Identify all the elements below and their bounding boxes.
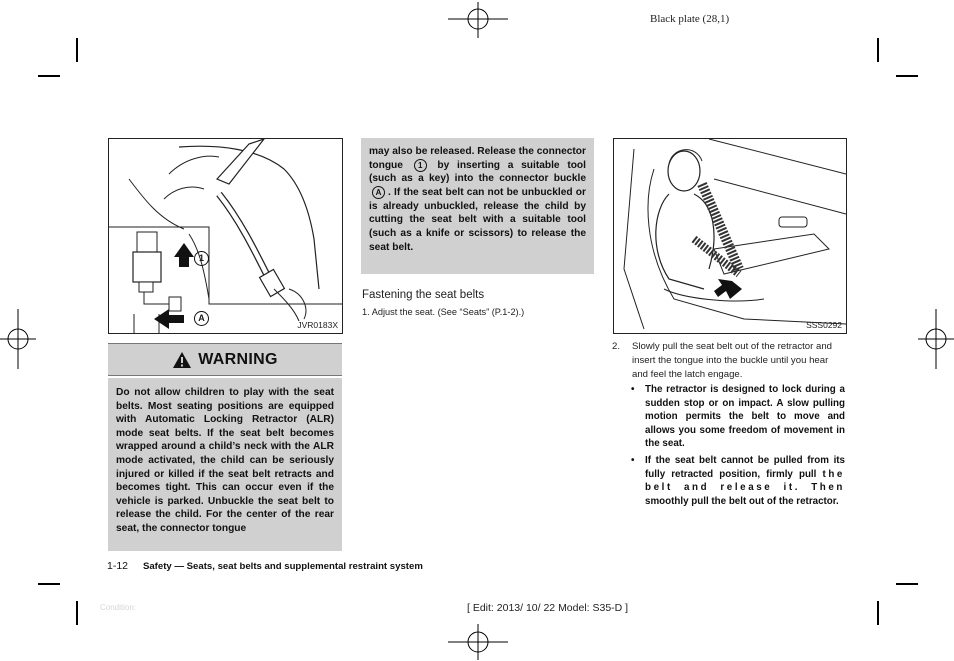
registration-mark-left	[0, 309, 36, 369]
plate-label: Black plate (28,1)	[650, 13, 730, 25]
bullet-text-spaced: the belt and release it. Then	[645, 468, 845, 494]
callout-1-icon: 1	[414, 159, 427, 172]
registration-mark-right	[918, 309, 954, 369]
section-heading: Fastening the seat belts	[362, 289, 485, 301]
warning-continued-part2: by inserting a suitable tool (such as a key) into the connector buckle	[369, 159, 586, 185]
warning-header	[108, 343, 342, 376]
bullet-marker: •	[631, 454, 635, 466]
warning-triangle-icon	[172, 351, 192, 369]
child-seat-belt-illustration	[109, 139, 342, 333]
warning-title: WARNING	[198, 350, 278, 368]
footer-title: Safety — Seats, seat belts and supplemental restraint system	[142, 561, 423, 572]
callout-1-icon: 1	[194, 251, 209, 266]
bullet-text: The retractor is designed to lock during a sudden stop or on impact. A slow pulling motion permits the belt to move and allows you some freedom of movement in the seat.	[645, 384, 845, 450]
warning-continued-part1: may also be released. Release the connector tongue	[369, 146, 586, 171]
callout-a-icon: A	[194, 311, 209, 326]
step-2-text: Slowly pull the seat belt out of the retractor and insert the tongue into the buckle until you hear and feel the latch engage.	[632, 341, 832, 380]
bullet-text: If the seat belt cannot be pulled from its fully retracted position, firmly pull	[645, 454, 845, 480]
figure-code: SSS0292	[806, 320, 842, 330]
figure-fasten-belt	[613, 138, 847, 334]
page-footer	[107, 560, 423, 572]
figure-child-belt	[108, 138, 343, 334]
crop-mark	[76, 601, 78, 625]
bullet-text: smoothly pull the belt out of the retractor.	[645, 495, 839, 507]
warning-continued-part3: . If the seat belt can not be unbuckled or is already unbuckled, release the child by cutting the seat belt with a suitable tool (such as a knife or scissors) to release the seat belt.	[369, 187, 586, 253]
warning-body	[108, 378, 342, 551]
crop-mark	[877, 601, 879, 625]
crop-mark	[877, 38, 879, 62]
figure-code: JVR0183X	[297, 320, 338, 330]
crop-mark	[38, 75, 60, 77]
warning-continued	[361, 138, 594, 274]
edit-info: [ Edit: 2013/ 10/ 22 Model: S35-D ]	[467, 602, 629, 614]
bullet-item	[631, 454, 845, 508]
crop-mark	[896, 583, 918, 585]
step-1: 1. Adjust the seat. (See “Seats” (P.1-2).)	[362, 307, 525, 317]
registration-mark-top	[448, 2, 508, 38]
crop-mark	[76, 38, 78, 62]
step-2-number: 2.	[612, 341, 621, 352]
condition-label: Condition:	[100, 603, 137, 612]
driver-fastening-belt-illustration	[614, 139, 846, 333]
registration-mark-bottom	[448, 624, 508, 660]
callout-a-icon: A	[372, 186, 385, 199]
bullet-item	[631, 383, 845, 451]
crop-mark	[38, 583, 60, 585]
bullet-list	[631, 383, 845, 510]
crop-mark	[896, 75, 918, 77]
bullet-marker: •	[631, 384, 635, 395]
page-number: 1-12	[107, 560, 129, 572]
step-2	[612, 340, 846, 381]
warning-text: Do not allow children to play with the seat belts. Most seating positions are equipped with Automatic Locking Retractor (ALR) mode seat belts. If the seat belt becomes wrapped around a child’s neck with the ALR mode activated, the child can be seriously injured or killed if the seat belt retracts and becomes tight. This can occur even if the vehicle is parked. Unbuckle the seat belt to release the child. For the center of the rear seat, the connector tongue	[116, 387, 334, 534]
